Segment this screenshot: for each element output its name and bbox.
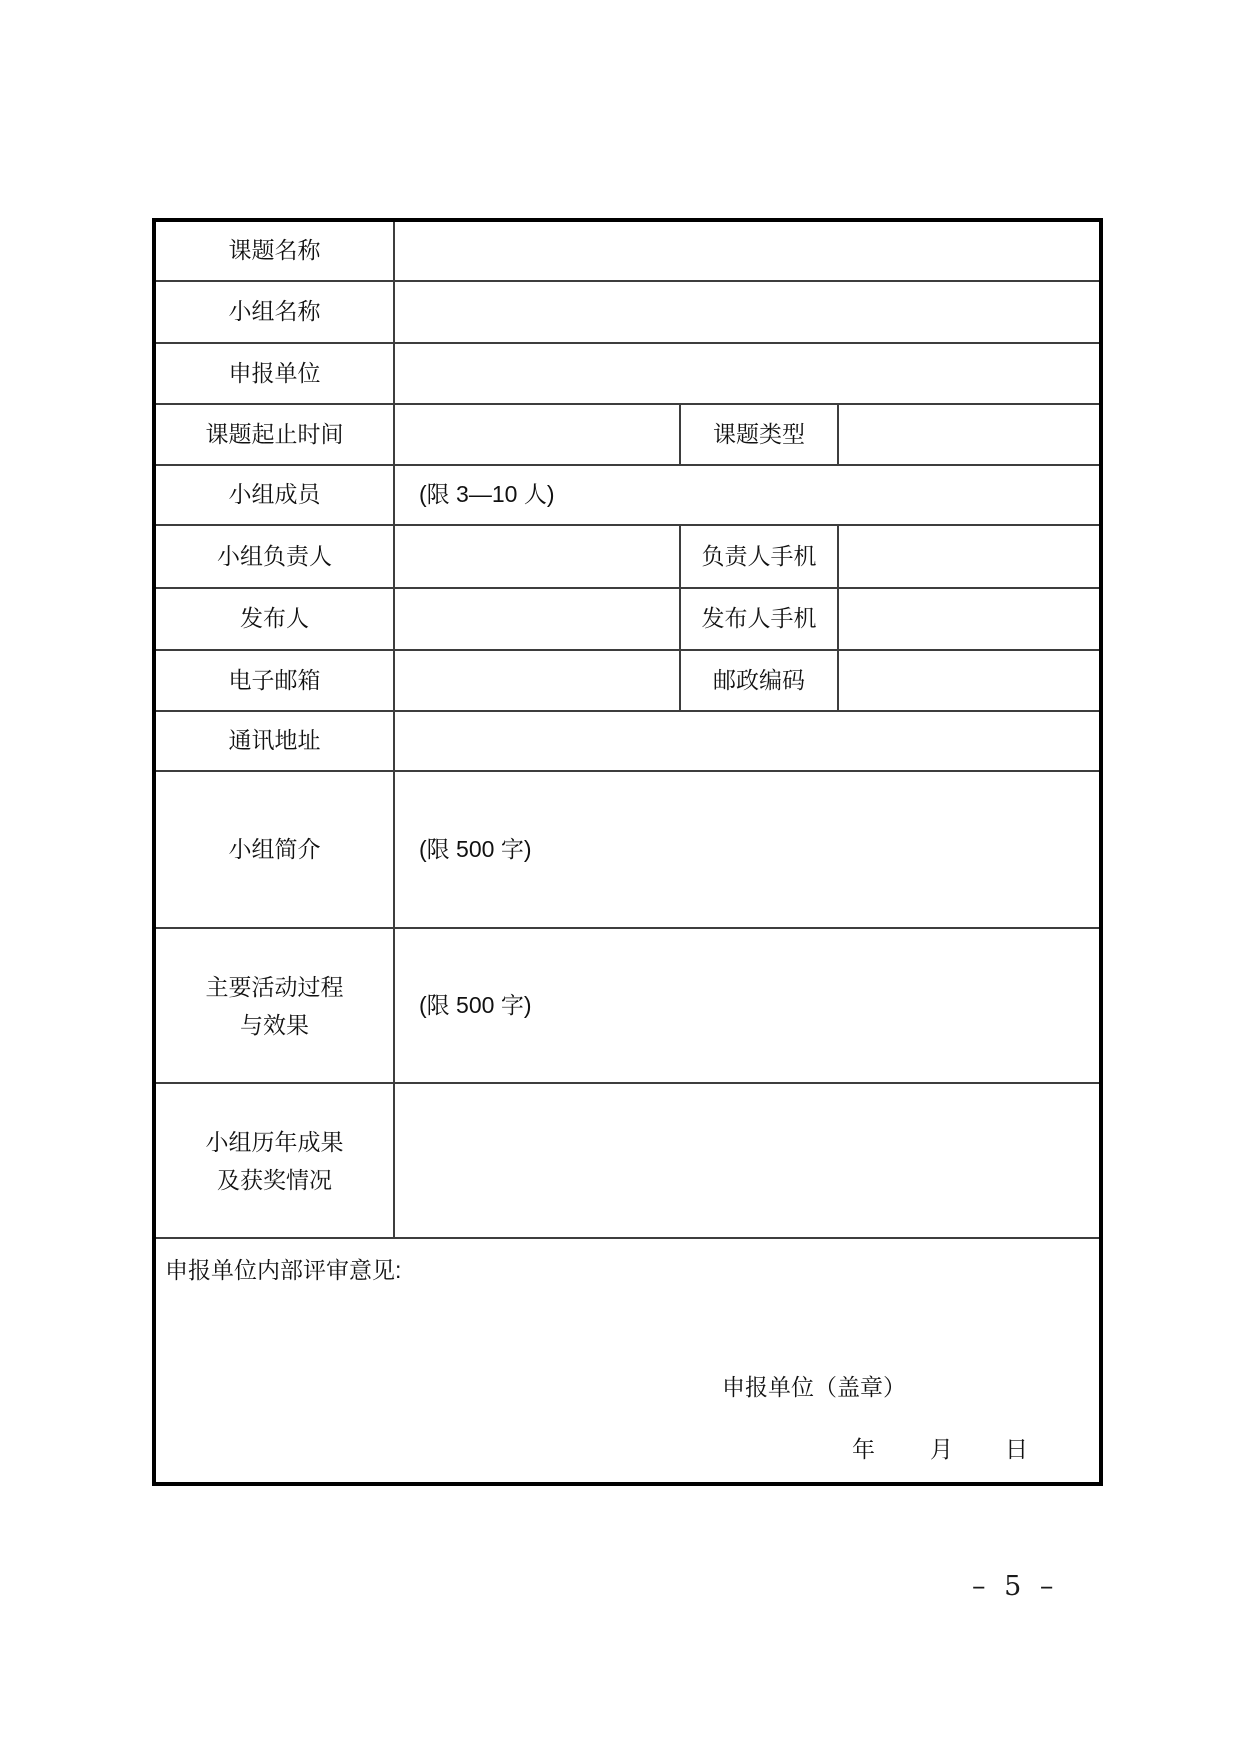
email-label: 电子邮箱	[154, 650, 394, 711]
row-email-postcode	[154, 650, 1101, 711]
project-duration-value	[394, 404, 680, 465]
group-intro-value: (限 500 字)	[394, 771, 1101, 928]
application-form-table	[152, 218, 1103, 1486]
applicant-unit-label: 申报单位	[154, 343, 394, 404]
internal-review-cell	[154, 1238, 1101, 1484]
leader-phone-label: 负责人手机	[680, 525, 838, 588]
postcode-value	[838, 650, 1101, 711]
past-achievements-label-line2: 及获奖情况	[217, 1166, 332, 1193]
applicant-unit-value	[394, 343, 1101, 404]
row-activity-process	[154, 928, 1101, 1083]
postcode-label: 邮政编码	[680, 650, 838, 711]
group-members-label: 小组成员	[154, 465, 394, 525]
group-leader-value	[394, 525, 680, 588]
publisher-label: 发布人	[154, 588, 394, 650]
project-name-label: 课题名称	[154, 220, 394, 281]
activity-process-label	[154, 928, 394, 1083]
mailing-address-value	[394, 711, 1101, 771]
project-type-value	[838, 404, 1101, 465]
publisher-value	[394, 588, 680, 650]
row-group-intro	[154, 771, 1101, 928]
activity-process-label-line1: 主要活动过程	[205, 973, 344, 1000]
row-past-achievements	[154, 1083, 1101, 1238]
row-group-members	[154, 465, 1101, 525]
date-month-label: 月	[930, 1436, 953, 1462]
row-group-leader	[154, 525, 1101, 588]
group-members-value: (限 3—10 人)	[394, 465, 1101, 525]
row-group-name	[154, 281, 1101, 343]
email-value	[394, 650, 680, 711]
page-number: – 5 –	[972, 1571, 1059, 1602]
leader-phone-value	[838, 525, 1101, 588]
publisher-phone-value	[838, 588, 1101, 650]
project-type-label: 课题类型	[680, 404, 838, 465]
date-year-label: 年	[852, 1436, 875, 1462]
row-project-name	[154, 220, 1101, 281]
project-duration-label: 课题起止时间	[154, 404, 394, 465]
group-name-value	[394, 281, 1101, 343]
row-project-duration-type	[154, 404, 1101, 465]
activity-process-label-line2: 与效果	[240, 1011, 309, 1038]
project-name-value	[394, 220, 1101, 281]
row-mailing-address	[154, 711, 1101, 771]
past-achievements-value	[394, 1083, 1101, 1238]
group-leader-label: 小组负责人	[154, 525, 394, 588]
row-publisher	[154, 588, 1101, 650]
internal-review-title: 申报单位内部评审意见:	[165, 1257, 402, 1283]
publisher-phone-label: 发布人手机	[680, 588, 838, 650]
applicant-unit-seal-label: 申报单位（盖章）	[722, 1374, 906, 1400]
past-achievements-label-line1: 小组历年成果	[205, 1128, 344, 1155]
row-applicant-unit	[154, 343, 1101, 404]
mailing-address-label: 通讯地址	[154, 711, 394, 771]
group-intro-label: 小组简介	[154, 771, 394, 928]
past-achievements-label	[154, 1083, 394, 1238]
date-day-label: 日	[1005, 1436, 1028, 1462]
activity-process-value: (限 500 字)	[394, 928, 1101, 1083]
row-internal-review	[154, 1238, 1101, 1484]
group-name-label: 小组名称	[154, 281, 394, 343]
